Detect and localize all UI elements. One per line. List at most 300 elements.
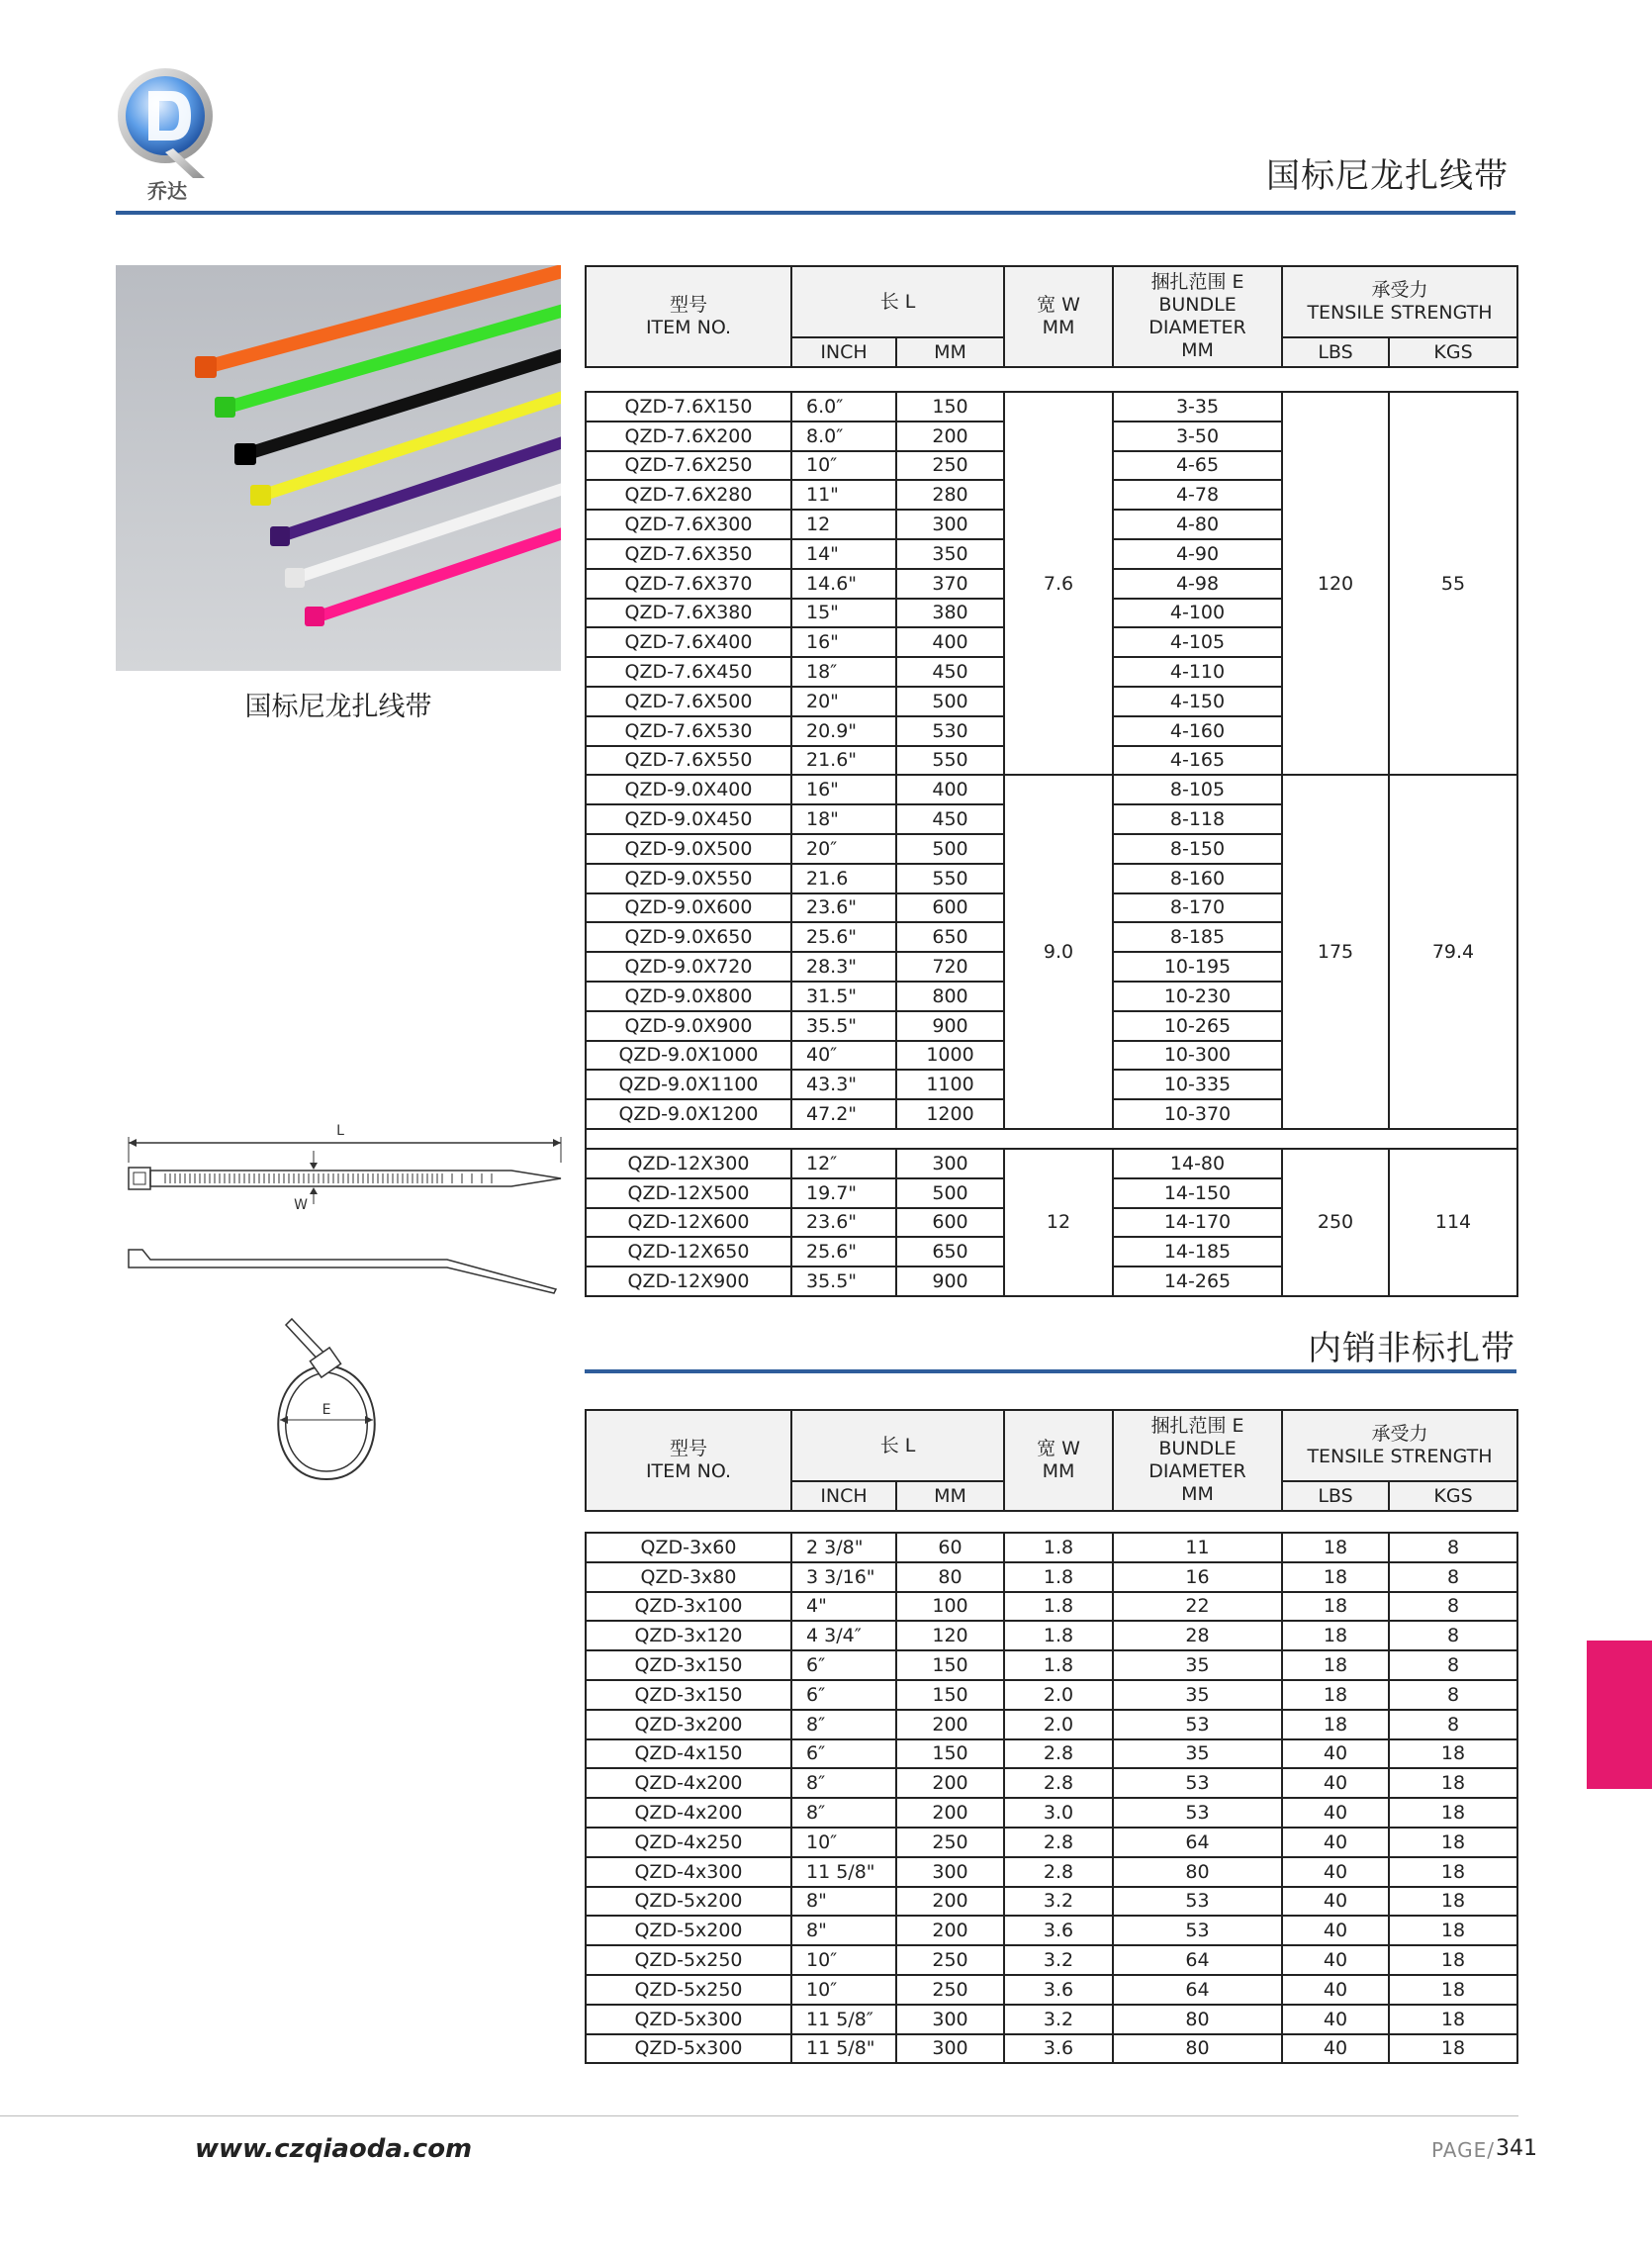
- mm-cell: 600: [896, 1208, 1004, 1238]
- bundle-cell: 10-370: [1113, 1099, 1282, 1129]
- bundle-cell: 8-150: [1113, 834, 1282, 864]
- width-cell: 3.0: [1004, 1798, 1113, 1828]
- lbs-cell: 40: [1282, 1916, 1389, 1945]
- mm-cell: 280: [896, 480, 1004, 510]
- bundle-cell: 14-170: [1113, 1208, 1282, 1238]
- bundle-cell: 4-150: [1113, 687, 1282, 716]
- logo-text: 乔达: [147, 179, 187, 203]
- mm-cell: 150: [896, 1680, 1004, 1710]
- item-cell: QZD-5x200: [586, 1887, 791, 1917]
- item-cell: QZD-3x150: [586, 1650, 791, 1680]
- table-row: [586, 1680, 1517, 1710]
- col-bundle-unit: MM: [1181, 339, 1214, 361]
- section-divider: [585, 1369, 1516, 1373]
- label-w: W: [294, 1197, 308, 1213]
- table-row: [586, 1768, 1517, 1798]
- page-title: 国标尼龙扎线带: [1266, 156, 1509, 196]
- item-cell: QZD-9.0X1000: [586, 1041, 791, 1071]
- label-l: L: [336, 1123, 344, 1139]
- mm-cell: 900: [896, 1267, 1004, 1296]
- mm-cell: 400: [896, 627, 1004, 657]
- item-cell: QZD-3x150: [586, 1680, 791, 1710]
- item-cell: QZD-5x250: [586, 1945, 791, 1975]
- width-cell: 3.6: [1004, 1916, 1113, 1945]
- col-inch: INCH: [791, 337, 896, 367]
- page-label: PAGE/: [1431, 2138, 1495, 2162]
- company-logo: [114, 61, 223, 205]
- lbs-cell: 40: [1282, 1768, 1389, 1798]
- inch-cell: 23.6": [791, 893, 896, 923]
- bundle-cell: 8-160: [1113, 864, 1282, 893]
- bundle-cell: 80: [1113, 1857, 1282, 1887]
- col-item: 型号: [669, 294, 707, 316]
- bundle-cell: 8-185: [1113, 922, 1282, 952]
- website-url[interactable]: www.czqiaoda.com: [195, 2134, 473, 2164]
- inch-cell: 47.2": [791, 1099, 896, 1129]
- bundle-cell: 4-98: [1113, 569, 1282, 599]
- inch-cell: 6.0″: [791, 392, 896, 422]
- kgs-cell: 8: [1389, 1562, 1517, 1592]
- item-cell: QZD-9.0X550: [586, 864, 791, 893]
- bundle-cell: 64: [1113, 1828, 1282, 1857]
- spec-table-2-header: [585, 1409, 1518, 1512]
- bundle-cell: 53: [1113, 1768, 1282, 1798]
- kgs-cell: 18: [1389, 1798, 1517, 1828]
- col-bundle: 捆扎范围 E: [1150, 1415, 1244, 1437]
- item-cell: QZD-3x120: [586, 1621, 791, 1650]
- kgs-cell: 55: [1389, 392, 1517, 775]
- spec-table-1-header: [585, 265, 1518, 368]
- inch-cell: 2 3/8": [791, 1533, 896, 1562]
- bundle-cell: 14-80: [1113, 1149, 1282, 1178]
- inch-cell: 28.3": [791, 952, 896, 982]
- lbs-cell: 40: [1282, 1739, 1389, 1769]
- inch-cell: 15": [791, 599, 896, 628]
- table-row: [586, 1533, 1517, 1562]
- bundle-cell: 4-110: [1113, 657, 1282, 687]
- item-cell: QZD-7.6X300: [586, 510, 791, 539]
- inch-cell: 6″: [791, 1739, 896, 1769]
- inch-cell: 12″: [791, 1149, 896, 1178]
- item-cell: QZD-7.6X530: [586, 716, 791, 746]
- table-row: [586, 1621, 1517, 1650]
- table-row: [586, 1975, 1517, 2005]
- col-tensile-en: TENSILE STRENGTH: [1307, 1446, 1493, 1467]
- kgs-cell: 18: [1389, 1768, 1517, 1798]
- col-length: 长 L: [791, 1410, 1004, 1481]
- cable-tie-side-diagram: [121, 1242, 566, 1301]
- inch-cell: 43.3": [791, 1070, 896, 1099]
- bundle-cell: 80: [1113, 2034, 1282, 2064]
- col-kgs: KGS: [1389, 337, 1517, 367]
- bundle-cell: 80: [1113, 2005, 1282, 2034]
- lbs-cell: 40: [1282, 1887, 1389, 1917]
- width-cell: 2.0: [1004, 1680, 1113, 1710]
- item-cell: QZD-7.6X200: [586, 422, 791, 451]
- mm-cell: 650: [896, 1237, 1004, 1267]
- inch-cell: 10″: [791, 451, 896, 481]
- table-row: [586, 1149, 1517, 1178]
- table-row: [586, 1739, 1517, 1769]
- item-cell: QZD-9.0X900: [586, 1011, 791, 1041]
- inch-cell: 16": [791, 627, 896, 657]
- col-mm: MM: [896, 337, 1004, 367]
- mm-cell: 120: [896, 1621, 1004, 1650]
- item-cell: QZD-12X600: [586, 1208, 791, 1238]
- inch-cell: 4": [791, 1592, 896, 1622]
- table-row: [586, 2005, 1517, 2034]
- item-cell: QZD-9.0X720: [586, 952, 791, 982]
- kgs-cell: 18: [1389, 1857, 1517, 1887]
- bundle-cell: 22: [1113, 1592, 1282, 1622]
- lbs-cell: 18: [1282, 1533, 1389, 1562]
- mm-cell: 720: [896, 952, 1004, 982]
- width-cell: 2.8: [1004, 1857, 1113, 1887]
- kgs-cell: 8: [1389, 1621, 1517, 1650]
- mm-cell: 200: [896, 1768, 1004, 1798]
- item-cell: QZD-9.0X1200: [586, 1099, 791, 1129]
- kgs-cell: 79.4: [1389, 775, 1517, 1129]
- item-cell: QZD-7.6X400: [586, 627, 791, 657]
- table-row: [586, 1828, 1517, 1857]
- mm-cell: 250: [896, 1975, 1004, 2005]
- bundle-cell: 16: [1113, 1562, 1282, 1592]
- item-cell: QZD-3x100: [586, 1592, 791, 1622]
- table-row: [586, 1945, 1517, 1975]
- bundle-cell: 53: [1113, 1916, 1282, 1945]
- width-cell: 3.2: [1004, 1887, 1113, 1917]
- inch-cell: 8": [791, 1916, 896, 1945]
- item-cell: QZD-9.0X600: [586, 893, 791, 923]
- inch-cell: 3 3/16": [791, 1562, 896, 1592]
- width-cell: 7.6: [1004, 392, 1113, 775]
- inch-cell: 25.6": [791, 1237, 896, 1267]
- bundle-cell: 14-150: [1113, 1178, 1282, 1208]
- mm-cell: 450: [896, 657, 1004, 687]
- col-bundle-en2: DIAMETER: [1148, 1460, 1246, 1482]
- width-cell: 1.8: [1004, 1650, 1113, 1680]
- mm-cell: 400: [896, 775, 1004, 804]
- inch-cell: 16": [791, 775, 896, 804]
- table-row: [586, 1710, 1517, 1739]
- inch-cell: 20": [791, 687, 896, 716]
- section-tab-marker: [1587, 1641, 1652, 1789]
- col-tensile-en: TENSILE STRENGTH: [1307, 302, 1493, 324]
- mm-cell: 300: [896, 2005, 1004, 2034]
- col-tensile: 承受力: [1371, 279, 1428, 301]
- item-cell: QZD-12X900: [586, 1267, 791, 1296]
- mm-cell: 550: [896, 746, 1004, 776]
- inch-cell: 6″: [791, 1680, 896, 1710]
- item-cell: QZD-3x80: [586, 1562, 791, 1592]
- bundle-cell: 8-105: [1113, 775, 1282, 804]
- mm-cell: 300: [896, 1857, 1004, 1887]
- item-cell: QZD-7.6X250: [586, 451, 791, 481]
- col-width-unit: MM: [1042, 317, 1075, 338]
- item-cell: QZD-7.6X370: [586, 569, 791, 599]
- mm-cell: 300: [896, 1149, 1004, 1178]
- table-row: [586, 1650, 1517, 1680]
- mm-cell: 80: [896, 1562, 1004, 1592]
- bundle-cell: 14-185: [1113, 1237, 1282, 1267]
- col-mm: MM: [896, 1481, 1004, 1511]
- bundle-cell: 35: [1113, 1650, 1282, 1680]
- col-bundle-en1: BUNDLE: [1158, 294, 1237, 316]
- item-cell: QZD-7.6X350: [586, 539, 791, 569]
- bundle-cell: 4-78: [1113, 480, 1282, 510]
- bundle-cell: 28: [1113, 1621, 1282, 1650]
- kgs-cell: 18: [1389, 1916, 1517, 1945]
- inch-cell: 12: [791, 510, 896, 539]
- inch-cell: 11 5/8": [791, 2034, 896, 2064]
- item-cell: QZD-12X650: [586, 1237, 791, 1267]
- col-item: 型号: [669, 1438, 707, 1459]
- col-bundle-en2: DIAMETER: [1148, 317, 1246, 338]
- item-cell: QZD-9.0X650: [586, 922, 791, 952]
- kgs-cell: 8: [1389, 1533, 1517, 1562]
- mm-cell: 200: [896, 1887, 1004, 1917]
- width-cell: 3.2: [1004, 2005, 1113, 2034]
- col-bundle-unit: MM: [1181, 1483, 1214, 1505]
- inch-cell: 10″: [791, 1945, 896, 1975]
- bundle-cell: 4-165: [1113, 746, 1282, 776]
- kgs-cell: 8: [1389, 1650, 1517, 1680]
- col-tensile: 承受力: [1371, 1423, 1428, 1445]
- bundle-cell: 64: [1113, 1975, 1282, 2005]
- item-cell: QZD-9.0X450: [586, 804, 791, 834]
- bundle-cell: 10-335: [1113, 1070, 1282, 1099]
- col-length: 长 L: [791, 266, 1004, 337]
- inch-cell: 25.6": [791, 922, 896, 952]
- item-cell: QZD-7.6X380: [586, 599, 791, 628]
- col-width: 宽 W: [1037, 294, 1080, 316]
- mm-cell: 250: [896, 1945, 1004, 1975]
- item-cell: QZD-4x250: [586, 1828, 791, 1857]
- lbs-cell: 40: [1282, 1975, 1389, 2005]
- bundle-cell: 4-160: [1113, 716, 1282, 746]
- col-item-en: ITEM NO.: [645, 1460, 732, 1482]
- inch-cell: 11 5/8": [791, 1857, 896, 1887]
- inch-cell: 40″: [791, 1041, 896, 1071]
- mm-cell: 300: [896, 510, 1004, 539]
- col-kgs: KGS: [1389, 1481, 1517, 1511]
- item-cell: QZD-4x200: [586, 1768, 791, 1798]
- item-cell: QZD-5x300: [586, 2005, 791, 2034]
- bundle-cell: 4-90: [1113, 539, 1282, 569]
- width-cell: 2.8: [1004, 1739, 1113, 1769]
- col-width: 宽 W: [1037, 1438, 1080, 1459]
- kgs-cell: 8: [1389, 1710, 1517, 1739]
- table-row: [586, 775, 1517, 804]
- bundle-cell: 11: [1113, 1533, 1282, 1562]
- item-cell: QZD-5x300: [586, 2034, 791, 2064]
- mm-cell: 150: [896, 392, 1004, 422]
- inch-cell: 31.5": [791, 982, 896, 1011]
- bundle-cell: 10-300: [1113, 1041, 1282, 1071]
- mm-cell: 650: [896, 922, 1004, 952]
- inch-cell: 10″: [791, 1975, 896, 2005]
- item-cell: QZD-5x250: [586, 1975, 791, 2005]
- width-cell: 2.0: [1004, 1710, 1113, 1739]
- width-cell: 3.6: [1004, 2034, 1113, 2064]
- bundle-cell: 8-170: [1113, 893, 1282, 923]
- footer-divider: [0, 2115, 1518, 2116]
- inch-cell: 11": [791, 480, 896, 510]
- bundle-cell: 64: [1113, 1945, 1282, 1975]
- col-item-en: ITEM NO.: [645, 317, 732, 338]
- kgs-cell: 18: [1389, 1945, 1517, 1975]
- kgs-cell: 18: [1389, 2005, 1517, 2034]
- mm-cell: 350: [896, 539, 1004, 569]
- mm-cell: 100: [896, 1592, 1004, 1622]
- lbs-cell: 18: [1282, 1710, 1389, 1739]
- bundle-cell: 3-50: [1113, 422, 1282, 451]
- item-cell: QZD-4x300: [586, 1857, 791, 1887]
- table-row: [586, 2034, 1517, 2064]
- mm-cell: 200: [896, 1710, 1004, 1739]
- item-cell: QZD-7.6X150: [586, 392, 791, 422]
- table-row: [586, 392, 1517, 422]
- inch-cell: 8.0″: [791, 422, 896, 451]
- inch-cell: 8": [791, 1887, 896, 1917]
- bundle-cell: 53: [1113, 1710, 1282, 1739]
- cable-tie-loop-diagram: [252, 1311, 401, 1484]
- inch-cell: 18": [791, 804, 896, 834]
- mm-cell: 150: [896, 1739, 1004, 1769]
- item-cell: QZD-4x150: [586, 1739, 791, 1769]
- table-row: [586, 1857, 1517, 1887]
- col-bundle: 捆扎范围 E: [1150, 271, 1244, 293]
- inch-cell: 14.6": [791, 569, 896, 599]
- item-cell: QZD-4x200: [586, 1798, 791, 1828]
- item-cell: QZD-9.0X400: [586, 775, 791, 804]
- inch-cell: 8″: [791, 1798, 896, 1828]
- table-row: [586, 1887, 1517, 1917]
- inch-cell: 10″: [791, 1828, 896, 1857]
- bundle-cell: 35: [1113, 1739, 1282, 1769]
- mm-cell: 250: [896, 1828, 1004, 1857]
- item-cell: QZD-9.0X1100: [586, 1070, 791, 1099]
- mm-cell: 600: [896, 893, 1004, 923]
- label-e: E: [321, 1402, 331, 1418]
- col-width-unit: MM: [1042, 1460, 1075, 1482]
- lbs-cell: 40: [1282, 2005, 1389, 2034]
- inch-cell: 20″: [791, 834, 896, 864]
- lbs-cell: 40: [1282, 1857, 1389, 1887]
- item-cell: QZD-3x200: [586, 1710, 791, 1739]
- inch-cell: 4 3/4″: [791, 1621, 896, 1650]
- width-cell: 2.8: [1004, 1828, 1113, 1857]
- lbs-cell: 40: [1282, 2034, 1389, 2064]
- bundle-cell: 8-118: [1113, 804, 1282, 834]
- table-group-separator: [586, 1129, 1517, 1149]
- kgs-cell: 8: [1389, 1592, 1517, 1622]
- bundle-cell: 10-230: [1113, 982, 1282, 1011]
- width-cell: 1.8: [1004, 1621, 1113, 1650]
- header-divider: [116, 211, 1515, 215]
- item-cell: QZD-7.6X500: [586, 687, 791, 716]
- table-row: [586, 1562, 1517, 1592]
- inch-cell: 8″: [791, 1768, 896, 1798]
- lbs-cell: 18: [1282, 1592, 1389, 1622]
- bundle-cell: 10-265: [1113, 1011, 1282, 1041]
- mm-cell: 200: [896, 1916, 1004, 1945]
- width-cell: 3.2: [1004, 1945, 1113, 1975]
- inch-cell: 21.6": [791, 746, 896, 776]
- inch-cell: 6″: [791, 1650, 896, 1680]
- product-caption: 国标尼龙扎线带: [244, 692, 432, 722]
- width-cell: 1.8: [1004, 1562, 1113, 1592]
- lbs-cell: 40: [1282, 1828, 1389, 1857]
- kgs-cell: 18: [1389, 2034, 1517, 2064]
- inch-cell: 20.9": [791, 716, 896, 746]
- kgs-cell: 18: [1389, 1828, 1517, 1857]
- item-cell: QZD-9.0X500: [586, 834, 791, 864]
- item-cell: QZD-12X500: [586, 1178, 791, 1208]
- lbs-cell: 18: [1282, 1562, 1389, 1592]
- spec-table-1: [585, 391, 1518, 1297]
- table-row: [586, 1798, 1517, 1828]
- bundle-cell: 4-105: [1113, 627, 1282, 657]
- table-row: [586, 1916, 1517, 1945]
- mm-cell: 150: [896, 1650, 1004, 1680]
- bundle-cell: 4-100: [1113, 599, 1282, 628]
- item-cell: QZD-7.6X450: [586, 657, 791, 687]
- lbs-cell: 40: [1282, 1945, 1389, 1975]
- mm-cell: 370: [896, 569, 1004, 599]
- bundle-cell: 4-80: [1113, 510, 1282, 539]
- item-cell: QZD-9.0X800: [586, 982, 791, 1011]
- inch-cell: 21.6: [791, 864, 896, 893]
- mm-cell: 800: [896, 982, 1004, 1011]
- mm-cell: 530: [896, 716, 1004, 746]
- item-cell: QZD-7.6X550: [586, 746, 791, 776]
- item-cell: QZD-12X300: [586, 1149, 791, 1178]
- mm-cell: 500: [896, 834, 1004, 864]
- width-cell: 1.8: [1004, 1533, 1113, 1562]
- kgs-cell: 18: [1389, 1887, 1517, 1917]
- mm-cell: 550: [896, 864, 1004, 893]
- inch-cell: 23.6": [791, 1208, 896, 1238]
- bundle-cell: 14-265: [1113, 1267, 1282, 1296]
- separator-cell: [586, 1129, 1517, 1149]
- mm-cell: 1100: [896, 1070, 1004, 1099]
- inch-cell: 14": [791, 539, 896, 569]
- kgs-cell: 18: [1389, 1739, 1517, 1769]
- mm-cell: 300: [896, 2034, 1004, 2064]
- width-cell: 2.8: [1004, 1768, 1113, 1798]
- mm-cell: 500: [896, 1178, 1004, 1208]
- col-lbs: LBS: [1282, 1481, 1389, 1511]
- item-cell: QZD-7.6X280: [586, 480, 791, 510]
- width-cell: 1.8: [1004, 1592, 1113, 1622]
- mm-cell: 1000: [896, 1041, 1004, 1071]
- item-cell: QZD-3x60: [586, 1533, 791, 1562]
- table-row: [586, 1592, 1517, 1622]
- lbs-cell: 18: [1282, 1621, 1389, 1650]
- inch-cell: 35.5": [791, 1011, 896, 1041]
- lbs-cell: 175: [1282, 775, 1389, 1129]
- col-inch: INCH: [791, 1481, 896, 1511]
- section-title: 内销非标扎带: [1308, 1329, 1515, 1368]
- mm-cell: 250: [896, 451, 1004, 481]
- kgs-cell: 18: [1389, 1975, 1517, 2005]
- kgs-cell: 8: [1389, 1680, 1517, 1710]
- lbs-cell: 18: [1282, 1650, 1389, 1680]
- inch-cell: 11 5/8″: [791, 2005, 896, 2034]
- width-cell: 12: [1004, 1149, 1113, 1296]
- width-cell: 9.0: [1004, 775, 1113, 1129]
